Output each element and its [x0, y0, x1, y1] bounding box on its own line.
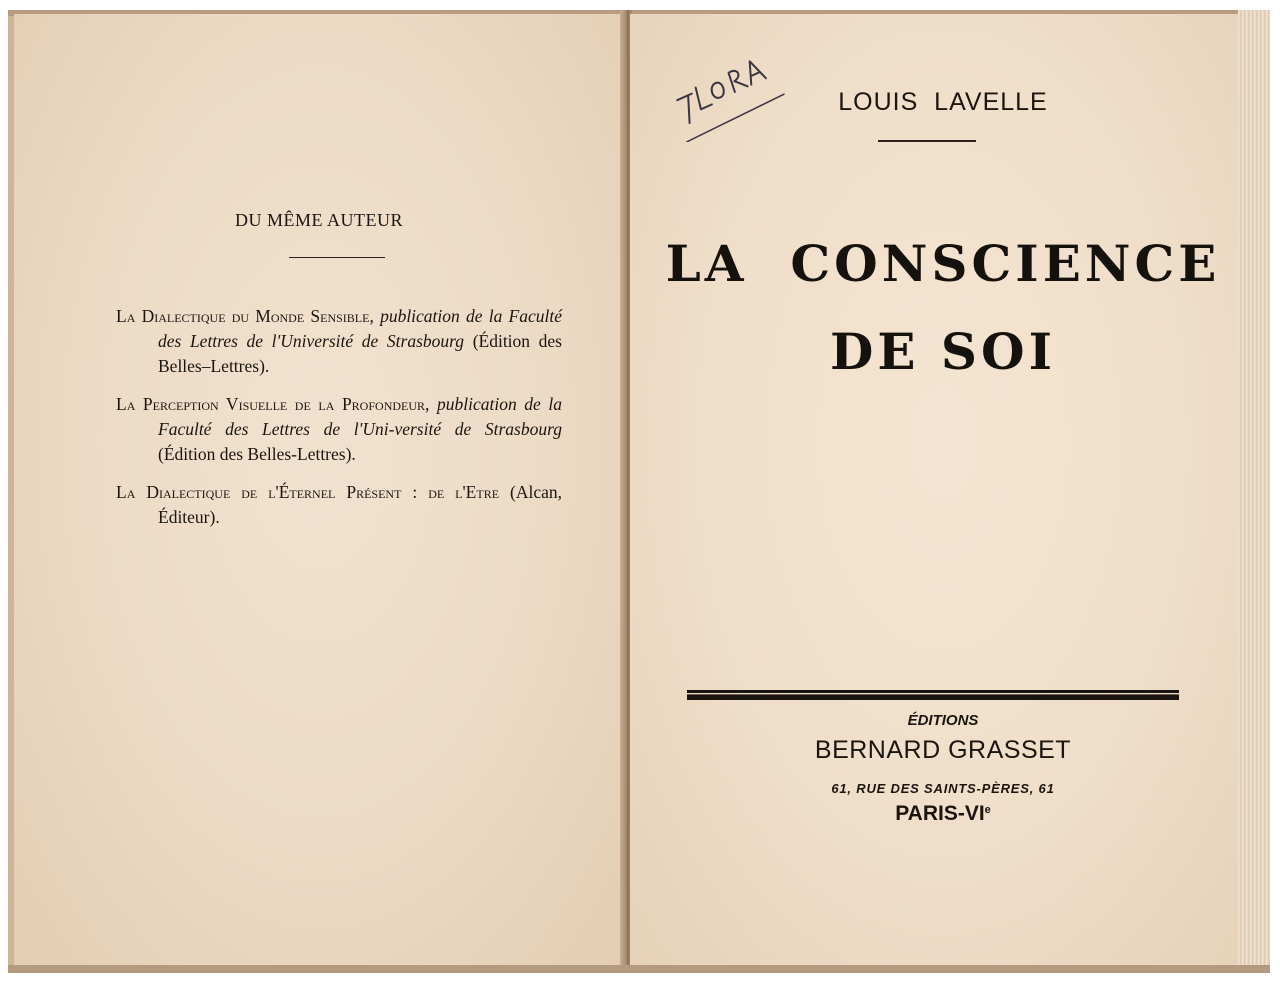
page-edges — [1238, 10, 1270, 973]
work-detail: (Alcan, Éditeur). — [158, 482, 563, 527]
work-detail-italic: publication de la Faculté des Lettres de l'Université de Strasbourg — [158, 306, 563, 351]
publisher-city — [630, 802, 1256, 826]
title-line-1: LA CONSCIENCE — [665, 234, 1221, 293]
work-detail: (Édition des Belles-Lettres). — [158, 444, 356, 464]
work-detail: (Édition des Belles–Lettres). — [158, 331, 562, 376]
publisher-city-sup: e — [984, 804, 991, 816]
book-spread — [8, 10, 1270, 973]
author-name: LOUIS LAVELLE — [838, 88, 1048, 116]
title-line-2: DE SOI — [830, 321, 1056, 381]
same-author-heading: DU MÊME AUTEUR — [235, 210, 403, 230]
bottom-shadow — [8, 965, 1270, 973]
heading-rule — [289, 257, 385, 258]
left-page — [14, 14, 624, 966]
work-title: La Dialectique du Monde Sensible, — [116, 306, 374, 326]
work-item — [116, 304, 562, 379]
work-title: La Dialectique de l'Éternel Présent : de l'Etre — [116, 482, 500, 502]
pencil-annotation — [660, 32, 790, 142]
work-detail-italic: publication de la Faculté des Lettres de l'Uni-versité de Strasbourg — [158, 394, 562, 439]
author-rule — [878, 140, 976, 142]
publisher-address: 61, RUE DES SAINTS-PÈRES, 61 — [831, 781, 1055, 796]
publisher-name: BERNARD GRASSET — [814, 736, 1072, 764]
publisher-rule — [687, 690, 1179, 700]
work-title: La Perception Visuelle de la Profondeur, — [116, 394, 430, 414]
right-page — [630, 14, 1256, 966]
works-list — [116, 304, 562, 543]
publisher-city-name: PARIS-VI — [895, 802, 985, 825]
work-item — [116, 480, 562, 530]
publisher-label: ÉDITIONS — [907, 712, 979, 729]
book-title — [630, 220, 1256, 395]
work-item — [116, 392, 562, 467]
